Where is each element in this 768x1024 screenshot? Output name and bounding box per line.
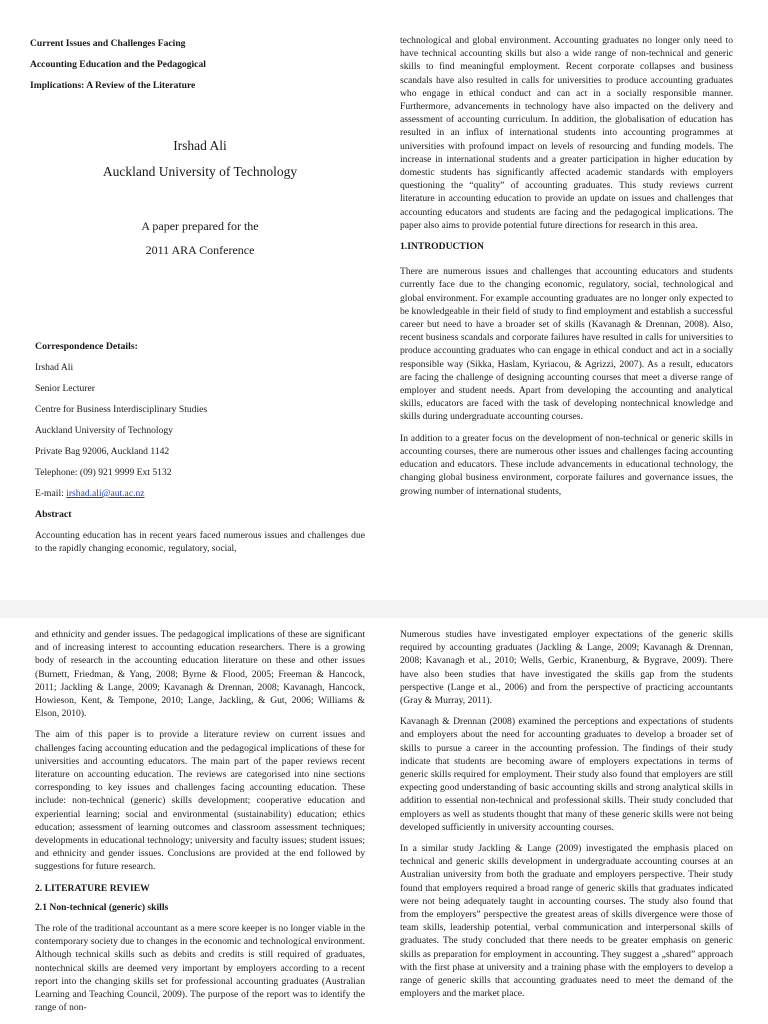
correspondence-university: Auckland University of Technology	[35, 425, 173, 436]
left-paragraph-1: and ethnicity and gender issues. The pedagogical implications of these are significant and of increasing interest to accounting education researchers. There is a growing body of research in the accounting education literature on these and other issues (Burnett, Friedman, & Yang, 2008; Byrne & Flood, 2005; Freeman & Hancock, 2011; Jackling & Lange, 2009; Kavanagh & Drennan, 2008; Kavanagh, Hancock, Howieson, Kent, & Tempone, 2010; Lange, Jackling, & Gut, 2006; Williams & Elson, 2010).	[35, 629, 365, 720]
paper-title-line-2: Accounting Education and the Pedagogical	[30, 59, 206, 71]
author-name: Irshad Ali	[173, 138, 227, 153]
left-column-page-2	[35, 628, 365, 1022]
right-paragraph-2: Kavanagh & Drennan (2008) examined the perceptions and expectations of students and employers about the need for accounting graduates to develop a broader set of skills to pursue a career in the accounting profession. The findings of their study indicate that students are becoming aware of employers expectations in terms of generic skills required for employment. Their study also found that employers are still expecting good understanding of basic accounting skills and strong analytical skills in addition to essential non-technical and professional skills. Their study concluded that employers as well as students thought that many of these generic skills were not being developed sufficiently in university accounting courses.	[400, 716, 733, 833]
abstract-continuation: technological and global environment. Accounting graduates no longer only need to have technical accounting skills but also a wide range of non-technical and generic skills to find meaningful employment. Recent corporate collapses and business scandals have also resulted in calls for universities to produce accounting graduates who engage in ethical conduct and can act in a socially responsible manner. Furthermore, advancements in technology have also impacted on the delivery and assessment of accounting curriculum. In addition, the globalisation of education has resulted in an influx of international students into accounting programmes at universities with profound impact on levels of resourcing and funding models. The increase in international students and a greater participation in higher education by domestic students has significantly affected academic standards with employers questioning the “quality” of accounting graduates. This study reviews current literature in accounting education to provide an update on issues and challenges that accounting educators and students are facing and the pedagogical implications. The paper also aims to provide potential future directions for research in this area.	[400, 35, 733, 231]
correspondence-position: Senior Lecturer	[35, 383, 95, 394]
correspondence-address: Private Bag 92006, Auckland 1142	[35, 446, 170, 457]
email-label: E-mail:	[35, 488, 67, 499]
generic-skills-subheading: 2.1 Non-technical (generic) skills	[35, 901, 169, 913]
correspondence-centre: Centre for Business Interdisciplinary Studies	[35, 404, 208, 415]
introduction-paragraph-2: In addition to a greater focus on the development of non-technical or generic skills in accounting courses, there are numerous other issues and challenges facing accounting education and educators. These include advancements in educational technology, the changing global business environment, corporate failures and governance issues, the growing number of international students,	[400, 432, 733, 497]
email-link[interactable]: irshad.ali@aut.ac.nz	[66, 488, 145, 499]
correspondence-name: Irshad Ali	[35, 362, 74, 373]
correspondence-email-row	[35, 487, 145, 500]
right-column-page-2	[400, 628, 733, 1008]
abstract-start-block	[35, 529, 365, 563]
right-paragraph-1: Numerous studies have investigated employer expectations of the generic skills required by accounting graduates (Jackling & Lange, 2009; Kavanagh & Drennan, 2008; Kavanagh et al., 2010; Wells, Gerbic, Kranenburg, & Bygrave, 2009). There have also been studies that have investigated the skills gap from the students perspective (Lange et al., 2006) and from the perspective of practicing accountants (Gray & Murray, 2011).	[400, 629, 733, 707]
left-paragraph-3: The role of the traditional accountant as a mere score keeper is no longer viable in the contemporary society due to changes in the economic and technological environment. Although technical skills such as debits and credits is still required of graduates, nontechnical skills are deemed very important by employers according to a recent report into the changing skills set for professional accounting graduates (Australian Learning and Teaching Council, 2009). The purpose of the report was to identify the range of non-	[35, 923, 365, 1014]
literature-review-heading: 2. LITERATURE REVIEW	[35, 882, 150, 894]
introduction-paragraph-1: There are numerous issues and challenges that accounting educators and students currently face due to the changing economic, regulatory, social, technological and global environment. For example accounting graduates are no longer only expected to be knowledgeable in their field of study to find employment and establish a successful career but need to have a broader set of skills (Kavanagh & Drennan, 2008). Also, recent business scandals and corporate failures have resulted in calls for universities to produce accounting graduates who can engage in ethical conduct and act in a socially responsible way (Sikka, Haslam, Kyriacou, & Agrizzi, 2007). As a result, educators are facing the challenge of designing accounting courses that meet a diverse range of employer and student needs. Apart from developing the accounting and analytical skills, educators are faced with the task of developing nontechnical knowledge and skills during undergraduate accounting courses.	[400, 266, 733, 423]
title-block	[30, 37, 370, 101]
paper-prepared-text: A paper prepared for the	[141, 219, 259, 233]
left-paragraph-2: The aim of this paper is to provide a literature review on current issues and challenges facing accounting education and the pedagogical implications of these for universities and accounting educators. The main part of the paper reviews recent literature on accounting education. The reviews are categorised into nine sections corresponding to key issues and challenges facing accounting education. These include: non-technical (generic) skills development; cooperative education and experiential learning; social and environmental (sustainability) education; ethics education; assessment of learning outcomes and classroom assessment techniques; developments in educational technology; university and faculty issues; student issues; and ethnicity and gender issues. Conclusions are provided at the end followed by suggestions for future research.	[35, 729, 365, 873]
paper-title-line-3: Implications: A Review of the Literature	[30, 80, 196, 92]
paper-title-line-1: Current Issues and Challenges Facing	[30, 38, 186, 49]
page-2	[0, 618, 768, 1024]
abstract-heading: Abstract	[35, 509, 72, 520]
abstract-start-text: Accounting education has in recent years faced numerous issues and challenges due to the rapidly changing economic, regulatory, social,	[35, 530, 365, 555]
right-column-page-1	[400, 34, 733, 506]
right-paragraph-3: In a similar study Jackling & Lange (2009) investigated the emphasis placed on technical and generic skills development in undergraduate accounting courses at an Australian university from both the graduate and employers perspective. Their study found that employers required a broad range of generic skills that graduates indicated were not being adequately taught in accounting courses. The study also found that from the employers” perspective the greatest areas of skills divergence were those of team skills, leadership potential, verbal communication and interpersonal skills of graduates. The study concluded that there needs to be greater emphasis on generic skills as preparation for employment in accounting. They suggest a „shared” approach with the first phase at university and a training phase with the employers to develop a range of generic skills that accounting graduates need to meet the demand of the employers and the market place.	[400, 843, 733, 1000]
author-affiliation: Auckland University of Technology	[102, 164, 298, 179]
conference-name: 2011 ARA Conference	[145, 243, 255, 257]
correspondence-telephone: Telephone: (09) 921 9999 Ext 5132	[35, 467, 172, 478]
correspondence-heading: Correspondence Details:	[35, 341, 138, 352]
introduction-heading: 1.INTRODUCTION	[400, 241, 484, 253]
